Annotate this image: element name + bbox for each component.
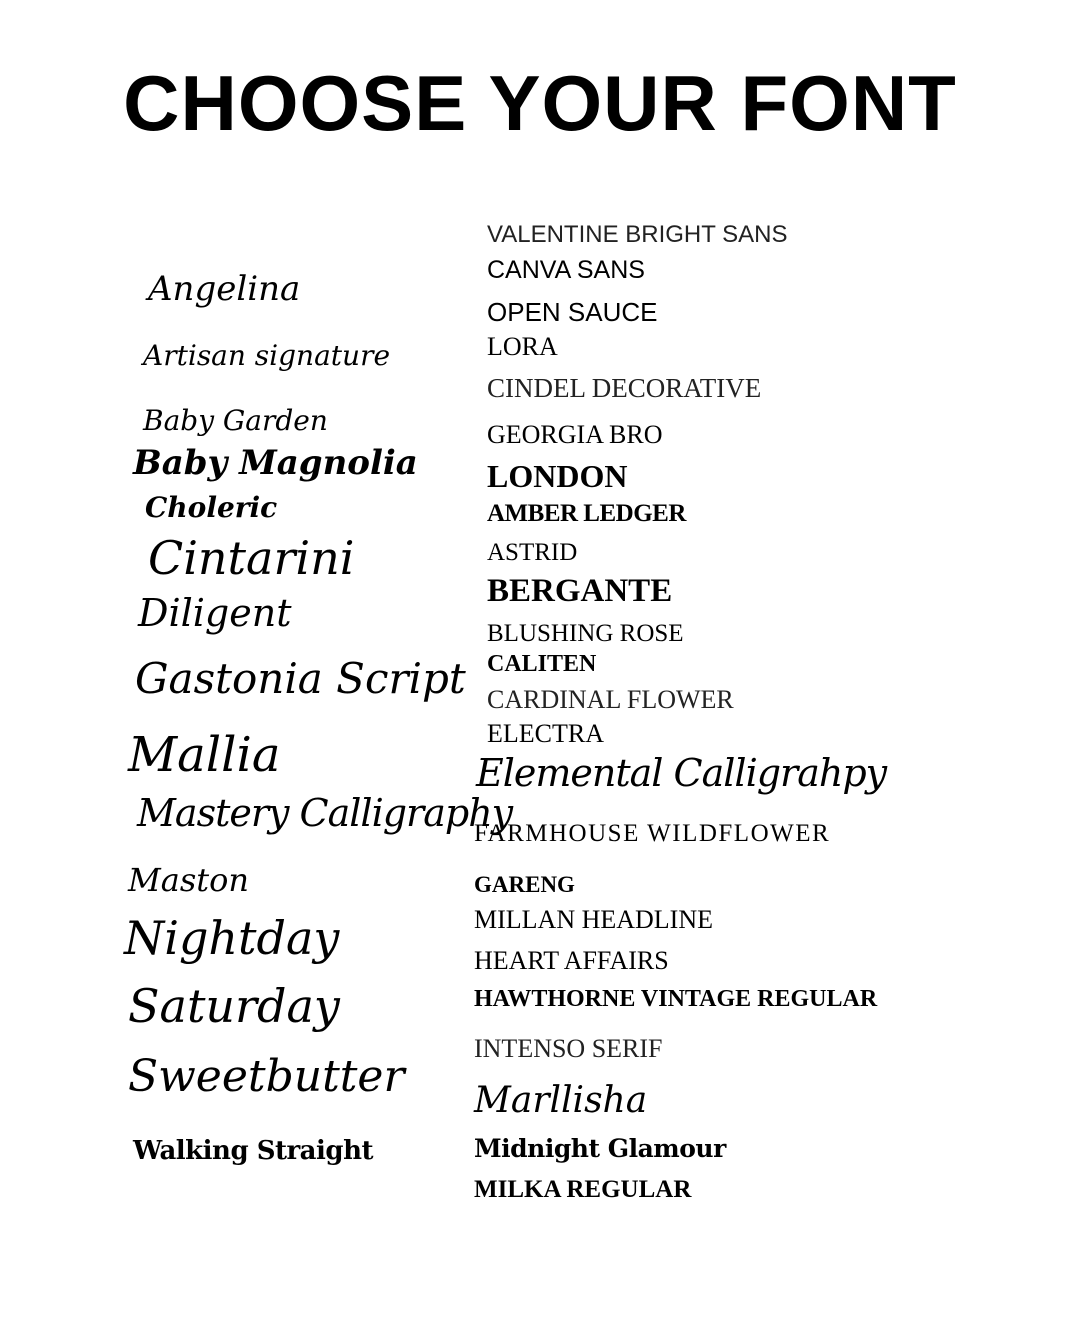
font-option-milka-regular[interactable]: MILKA REGULAR [474, 1176, 692, 1203]
font-option-walking-straight[interactable]: Walking Straight [133, 1136, 373, 1166]
font-option-heart-affairs[interactable]: HEART AFFAIRS [474, 946, 669, 975]
font-option-marllisha[interactable]: Marllisha [474, 1080, 648, 1121]
font-option-midnight-glamour[interactable]: Midnight Glamour [474, 1134, 726, 1163]
font-option-mallia[interactable]: Mallia [128, 727, 281, 783]
font-option-cintarini[interactable]: Cintarini [148, 531, 355, 585]
page-title: CHOOSE YOUR FONT [123, 59, 957, 147]
font-option-valentine-bright-sans[interactable]: VALENTINE BRIGHT SANS [487, 221, 788, 248]
font-option-gareng[interactable]: GARENG [474, 872, 575, 897]
font-option-diligent[interactable]: Diligent [138, 591, 292, 635]
font-option-artisan-signature[interactable]: Artisan signature [143, 339, 391, 372]
font-option-millan-headline[interactable]: MILLAN HEADLINE [474, 905, 714, 934]
font-option-hawthorne-vintage-regular[interactable]: HAWTHORNE VINTAGE REGULAR [474, 986, 878, 1012]
font-option-mastery-calligraphy[interactable]: Mastery Calligraphy [137, 791, 513, 835]
font-option-caliten[interactable]: CALITEN [487, 651, 597, 677]
font-option-choleric[interactable]: Choleric [145, 491, 278, 524]
font-option-amber-ledger[interactable]: AMBER LEDGER [487, 500, 686, 527]
font-option-baby-magnolia[interactable]: Baby Magnolia [133, 443, 418, 483]
font-option-farmhouse-wildflower[interactable]: FARMHOUSE WILDFLOWER [474, 820, 831, 847]
font-option-canva-sans[interactable]: CANVA SANS [487, 256, 645, 284]
font-option-lora[interactable]: LORA [487, 332, 558, 361]
font-option-angelina[interactable]: Angelina [148, 269, 301, 309]
font-option-baby-garden[interactable]: Baby Garden [143, 404, 328, 437]
font-option-electra[interactable]: ELECTRA [487, 719, 604, 748]
font-option-sweetbutter[interactable]: Sweetbutter [128, 1051, 405, 1102]
font-option-london[interactable]: LONDON [487, 458, 628, 494]
font-option-blushing-rose[interactable]: BLUSHING ROSE [487, 620, 684, 647]
font-option-saturday[interactable]: Saturday [128, 979, 340, 1033]
font-option-astrid[interactable]: ASTRID [487, 539, 578, 566]
font-option-nightday[interactable]: Nightday [124, 911, 340, 965]
font-option-bergante[interactable]: BERGANTE [487, 573, 673, 609]
font-option-intenso-serif[interactable]: INTENSO SERIF [474, 1034, 663, 1063]
font-option-gastonia-script[interactable]: Gastonia Script [135, 654, 466, 703]
font-option-open-sauce[interactable]: OPEN SAUCE [487, 297, 658, 327]
font-option-cardinal-flower[interactable]: CARDINAL FLOWER [487, 685, 734, 714]
font-option-elemental-calligraphy[interactable]: Elemental Calligrahpy [476, 751, 887, 795]
font-option-georgia-bro[interactable]: GEORGIA BRO [487, 420, 663, 449]
font-option-cindel-decorative[interactable]: CINDEL DECORATIVE [487, 373, 762, 403]
font-option-maston[interactable]: Maston [128, 861, 249, 899]
